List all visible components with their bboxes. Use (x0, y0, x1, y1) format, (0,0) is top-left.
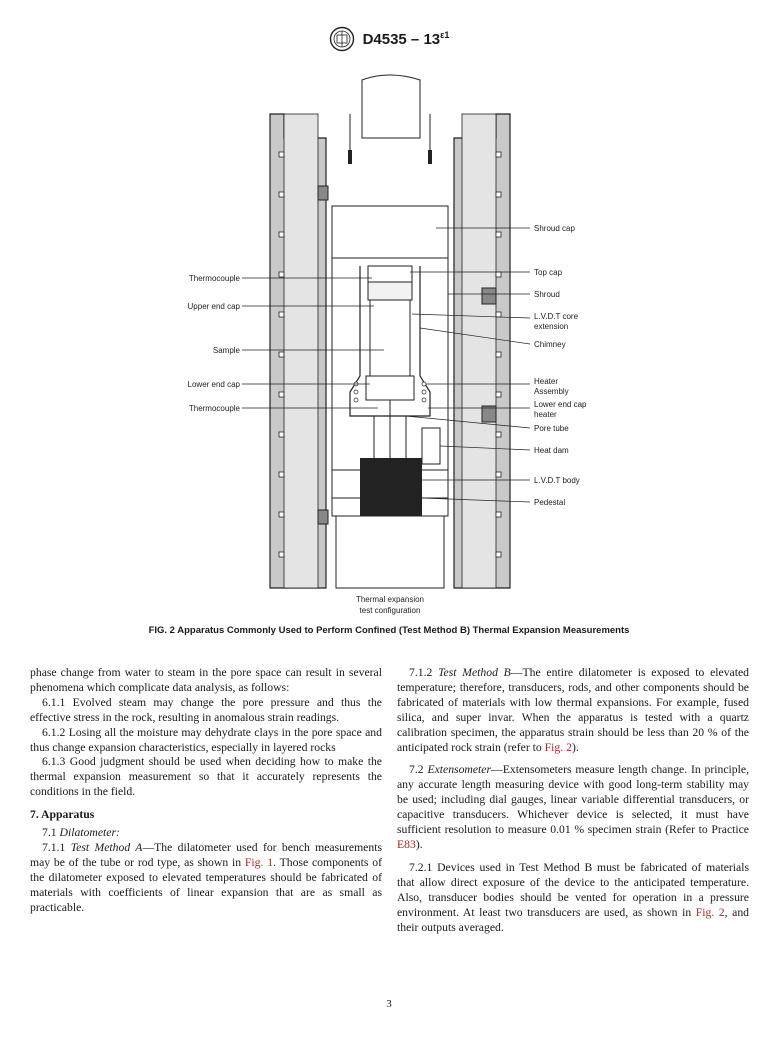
lvdt-body (360, 458, 422, 516)
apparatus-figure (130, 66, 650, 616)
right-column (397, 666, 749, 935)
left-column (30, 666, 382, 916)
piston (362, 75, 420, 138)
label-thermocouple-top: Thermocouple (188, 274, 240, 283)
p7-2-title: Extensometer (427, 763, 492, 777)
p7-1-2-num: 7.1.2 (409, 666, 433, 679)
label-shroud-cap: Shroud cap (534, 224, 575, 233)
p7-2-text-2: ). (415, 837, 423, 851)
label-chimney: Chimney (534, 340, 566, 349)
label-heater-assembly: Assembly (534, 387, 569, 396)
label-pore-tube: Pore tube (534, 424, 569, 433)
p7-1-2-text-2: ). (571, 740, 579, 754)
label-lvdt-core: L.V.D.T core (534, 312, 579, 321)
label-thermocouple-bottom: Thermocouple (188, 404, 240, 413)
heat-dam (422, 428, 440, 464)
p7-1-num: 7.1 (42, 826, 57, 840)
label-heater: Heater (534, 377, 559, 386)
figure-caption: FIG. 2 Apparatus Commonly Used to Perform Confined (Test Method B) Thermal Expansion Measurements (148, 625, 630, 636)
p7-1-1-text-2: . Those components of the dilatometer exposed to elevated temperatures should be fabricated of materials with coefficients of linear expansion that are as small as practicable. (30, 855, 382, 914)
p7-1-1-title: Test Method A (70, 840, 143, 854)
paragraph-6-1-2: 6.1.2 Losing all the moisture may dehydrate clays in the pore space and thus change expansion characteristics, especially in layered rocks (30, 725, 382, 754)
paragraph-7-1-1 (30, 841, 382, 916)
figure-subcaption-2: test configuration (359, 606, 421, 615)
page-number: 3 (386, 998, 392, 1010)
p7-1-2-title: Test Method B (438, 666, 511, 679)
p7-2-num: 7.2 (409, 763, 424, 777)
label-lvdt-core-extension: extension (534, 322, 569, 331)
standard-number: D4535 – 13 (362, 31, 441, 48)
sample (370, 300, 410, 376)
paragraph-6-1-3: 6.1.3 Good judgment should be used when deciding how to make the thermal expansion measurement so that it accurately represents the conditions in the field. (30, 755, 382, 799)
upper-end-cap (368, 282, 412, 300)
astm-logo-icon (329, 26, 355, 52)
label-shroud: Shroud (534, 290, 560, 299)
fig-2-link[interactable]: Fig. 2 (544, 740, 572, 754)
paragraph-7-1 (30, 826, 382, 841)
p7-1-1-num: 7.1.1 (42, 840, 66, 854)
label-upper-end-cap: Upper end cap (187, 302, 240, 311)
edition-superscript: ε1 (440, 30, 450, 40)
label-lower-end-cap: Lower end cap (187, 380, 240, 389)
label-heat-dam: Heat dam (534, 446, 569, 455)
figure-subcaption-1: Thermal expansion (355, 595, 425, 604)
p7-2-1-text: 7.2.1 Devices used in Test Method B must be fabricated of materials that allow direct exposure of the device to the anticipated temperature. Also, transducer bodies should be vented for operation in a pressure environment. At least two transducers are used, as shown in (397, 860, 749, 919)
label-lvdt-body: L.V.D.T body (534, 476, 580, 485)
p7-2-text: —Extensometers measure length change. In principle, any accurate length measuring device with good long-term stability may be used; including dial gauges, linear variable differential transducers, or capacitive transducers. Whichever device is selected, it must have sufficient resolution to measure 0.01 % specimen strain (Refer to Practice (397, 763, 750, 837)
vessel-left-liner (284, 114, 318, 588)
label-pedestal: Pedestal (534, 498, 566, 507)
label-top-cap: Top cap (534, 268, 563, 277)
vessel-right-liner (462, 114, 496, 588)
standard-designation (363, 30, 450, 48)
section-heading-apparatus: 7. Apparatus (30, 808, 95, 822)
label-lower-end-cap-heater-2: heater (534, 410, 557, 419)
paragraph-7-2 (397, 763, 749, 852)
e83-link[interactable]: E83 (397, 837, 416, 851)
lower-end-cap (366, 376, 414, 400)
label-lower-end-cap-heater: Lower end cap (534, 400, 587, 409)
paragraph-6-1-1: 6.1.1 Evolved steam may change the pore pressure and thus the effective stress in the rock, resulting in anomalous strain readings. (30, 695, 382, 724)
shroud-cap (332, 206, 448, 258)
label-sample: Sample (212, 346, 240, 355)
paragraph-6-1-cont: phase change from water to steam in the pore space can result in several phenomena which complicate data analysis, as follows: (30, 666, 382, 694)
fig-1-link[interactable]: Fig. 1 (244, 855, 274, 869)
paragraph-7-2-1 (397, 861, 749, 936)
top-cap (368, 266, 412, 282)
p7-1-title: Dilatometer: (59, 826, 120, 840)
page-header (0, 26, 778, 52)
paragraph-7-1-2 (397, 666, 749, 755)
p7-2-1-text-2: , and their outputs averaged. (397, 905, 750, 934)
fig-2-link-2[interactable]: Fig. 2 (695, 905, 725, 919)
p7-1-2-text: —The entire dilatometer is exposed to elevated temperature; therefore, transducers, rods, and other components should be fabricated of materials with low thermal expansions. For example, fused silica, and super invar. When the apparatus is tested with a quartz calibration specimen, the apparatus strain should be less than 20 % of the anticipated rock strain (refer to (397, 666, 750, 754)
p7-1-1-text: —The dilatometer used for bench measurements may be of the tube or rod type, as shown in (30, 840, 382, 869)
